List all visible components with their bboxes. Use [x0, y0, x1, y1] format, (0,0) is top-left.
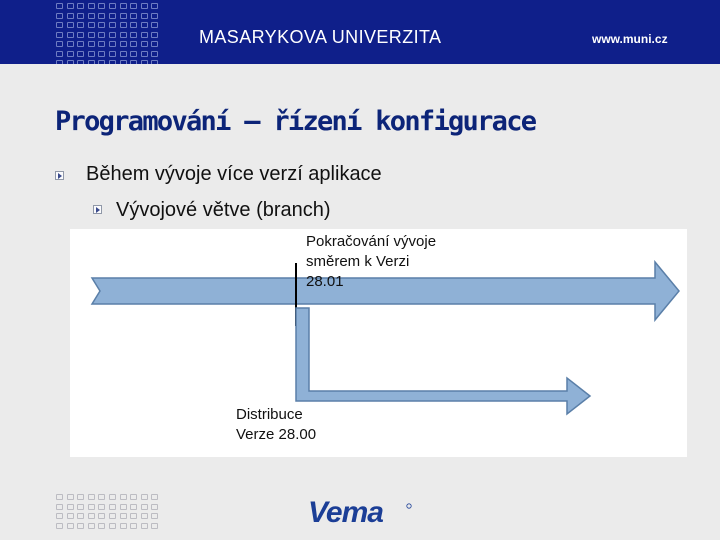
vema-logo-mark	[306, 494, 418, 528]
pattern-dot	[109, 60, 116, 64]
pattern-dot	[98, 51, 105, 57]
pattern-dot	[56, 513, 63, 519]
pattern-dot	[130, 504, 137, 510]
note-distribution	[236, 405, 316, 445]
pattern-dot	[151, 13, 158, 19]
pattern-dot	[120, 3, 127, 9]
pattern-dot	[56, 41, 63, 47]
pattern-dot	[130, 523, 137, 529]
pattern-dot	[151, 3, 158, 9]
pattern-dot	[120, 41, 127, 47]
pattern-dot	[120, 13, 127, 19]
pattern-dot	[98, 32, 105, 38]
bullet-level-2: Vývojové větve (branch)	[116, 199, 331, 221]
pattern-dot	[77, 32, 84, 38]
pattern-dot	[120, 523, 127, 529]
pattern-dot	[151, 41, 158, 47]
pattern-dot	[151, 513, 158, 519]
pattern-dot	[88, 51, 95, 57]
pattern-dot	[88, 513, 95, 519]
pattern-dot	[130, 513, 137, 519]
pattern-dot	[88, 523, 95, 529]
pattern-dot	[67, 494, 74, 500]
pattern-dot	[56, 32, 63, 38]
pattern-dot	[77, 51, 84, 57]
pattern-dot	[130, 22, 137, 28]
pattern-dot	[141, 523, 148, 529]
pattern-dot	[98, 3, 105, 9]
pattern-dot	[130, 13, 137, 19]
pattern-dot	[98, 22, 105, 28]
bullet-level-1: Během vývoje více verzí aplikace	[86, 163, 382, 185]
pattern-dot	[77, 3, 84, 9]
pattern-dot	[67, 32, 74, 38]
pattern-dot	[141, 3, 148, 9]
pattern-dot	[141, 13, 148, 19]
pattern-dot	[67, 60, 74, 64]
vema-logo	[306, 494, 418, 533]
pattern-dot	[109, 3, 116, 9]
bullet-arrow-icon	[93, 205, 102, 214]
pattern-dot	[151, 494, 158, 500]
pattern-dot	[77, 513, 84, 519]
pattern-dot	[77, 504, 84, 510]
pattern-dot	[88, 494, 95, 500]
pattern-dot	[141, 32, 148, 38]
pattern-dot	[141, 494, 148, 500]
branch-diagram	[70, 229, 687, 457]
header-dot-pattern	[56, 3, 162, 64]
pattern-dot	[77, 494, 84, 500]
university-name: MASARYKOVA UNIVERZITA	[199, 27, 442, 47]
pattern-dot	[88, 22, 95, 28]
pattern-dot	[109, 523, 116, 529]
pattern-dot	[88, 60, 95, 64]
pattern-dot	[77, 41, 84, 47]
pattern-dot	[98, 504, 105, 510]
note-continue-development	[306, 232, 436, 292]
bullet-arrow-icon	[55, 171, 64, 180]
pattern-dot	[109, 494, 116, 500]
pattern-dot	[67, 51, 74, 57]
pattern-dot	[120, 51, 127, 57]
pattern-dot	[77, 13, 84, 19]
pattern-dot	[98, 494, 105, 500]
pattern-dot	[151, 523, 158, 529]
pattern-dot	[56, 60, 63, 64]
pattern-dot	[67, 523, 74, 529]
pattern-dot	[67, 13, 74, 19]
pattern-dot	[67, 22, 74, 28]
pattern-dot	[120, 504, 127, 510]
pattern-dot	[109, 32, 116, 38]
pattern-dot	[56, 504, 63, 510]
pattern-dot	[130, 41, 137, 47]
pattern-dot	[141, 60, 148, 64]
pattern-dot	[56, 51, 63, 57]
footer-dot-pattern	[56, 494, 162, 532]
pattern-dot	[109, 22, 116, 28]
pattern-dot	[151, 60, 158, 64]
pattern-dot	[98, 41, 105, 47]
pattern-dot	[67, 513, 74, 519]
pattern-dot	[141, 513, 148, 519]
svg-text:Vema: Vema	[308, 496, 383, 528]
pattern-dot	[88, 13, 95, 19]
pattern-dot	[67, 41, 74, 47]
pattern-dot	[98, 60, 105, 64]
pattern-dot	[77, 523, 84, 529]
pattern-dot	[120, 22, 127, 28]
pattern-dot	[130, 32, 137, 38]
pattern-dot	[151, 32, 158, 38]
pattern-dot	[56, 22, 63, 28]
pattern-dot	[56, 3, 63, 9]
pattern-dot	[56, 13, 63, 19]
pattern-dot	[141, 51, 148, 57]
pattern-dot	[67, 504, 74, 510]
pattern-dot	[141, 41, 148, 47]
note-continue-development-text: Pokračování vývoje směrem k Verzi 28.01	[306, 233, 437, 290]
pattern-dot	[130, 60, 137, 64]
pattern-dot	[109, 513, 116, 519]
pattern-dot	[151, 51, 158, 57]
pattern-dot	[151, 22, 158, 28]
pattern-dot	[77, 60, 84, 64]
pattern-dot	[109, 13, 116, 19]
pattern-dot	[56, 494, 63, 500]
pattern-dot	[109, 51, 116, 57]
pattern-dot	[130, 3, 137, 9]
pattern-dot	[151, 504, 158, 510]
header-bar	[0, 0, 720, 64]
pattern-dot	[88, 3, 95, 9]
pattern-dot	[120, 513, 127, 519]
slide-title: Programování – řízení konfigurace	[55, 106, 536, 137]
pattern-dot	[98, 13, 105, 19]
pattern-dot	[98, 523, 105, 529]
pattern-dot	[120, 32, 127, 38]
pattern-dot	[120, 494, 127, 500]
release-branch-arrow	[296, 308, 590, 414]
pattern-dot	[88, 41, 95, 47]
pattern-dot	[88, 504, 95, 510]
pattern-dot	[98, 513, 105, 519]
pattern-dot	[109, 41, 116, 47]
note-distribution-text: Distribuce Verze 28.00	[236, 406, 317, 443]
pattern-dot	[141, 22, 148, 28]
pattern-dot	[120, 60, 127, 64]
pattern-dot	[130, 51, 137, 57]
university-website: www.muni.cz	[592, 32, 668, 46]
pattern-dot	[109, 504, 116, 510]
pattern-dot	[77, 22, 84, 28]
pattern-dot	[130, 494, 137, 500]
pattern-dot	[67, 3, 74, 9]
pattern-dot	[56, 523, 63, 529]
pattern-dot	[88, 32, 95, 38]
pattern-dot	[141, 504, 148, 510]
